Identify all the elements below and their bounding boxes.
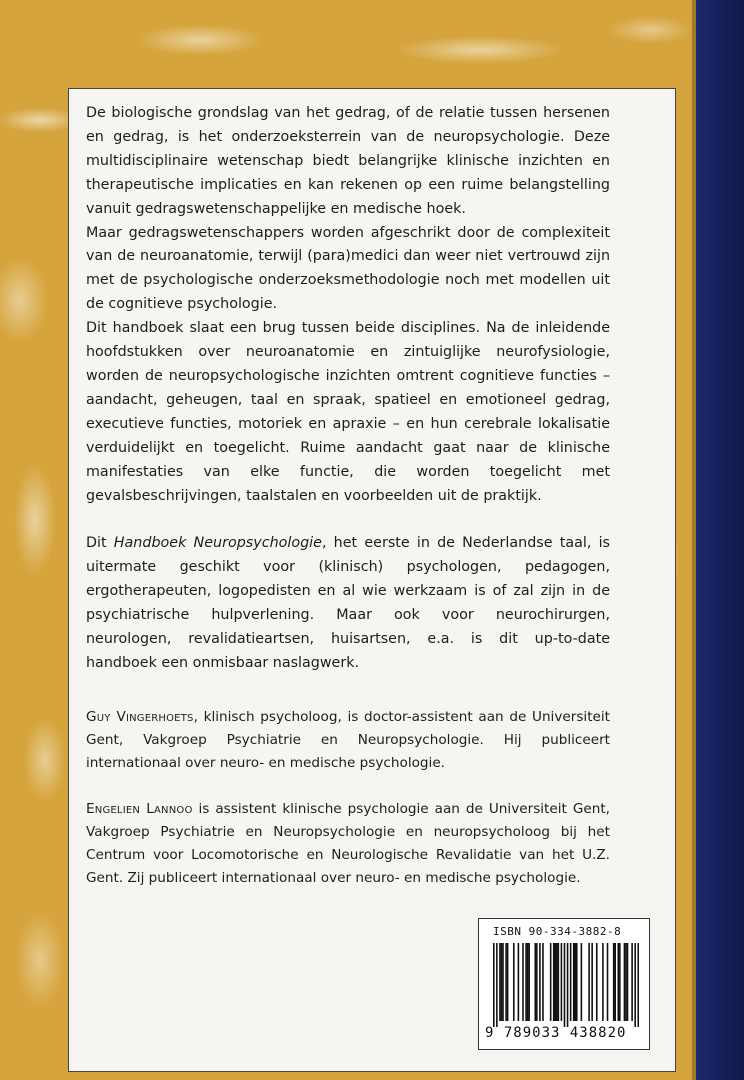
barcode-bar [631,943,633,1021]
barcode-bar [591,943,593,1021]
isbn-label: ISBN 90-334-3882-8 [493,925,622,938]
barcode-bar [607,943,609,1021]
barcode-bar [614,943,616,1021]
author-bios [86,706,610,890]
author-gap [86,774,610,798]
description-text [86,102,610,676]
barcode-bar [527,943,529,1021]
barcode-bar [507,943,509,1021]
description-paragraph-3: Dit handboek slaat een brug tussen beide disciplines. Na de inleidende hoofdstukken over neuroanatomie en zintuiglijke neurofysiologie, worden de neuropsychologische inzichten omtrent cognitieve functies – aandacht, geheugen, taal en spraak, spatieel en emotioneel gedrag, executieve functies, motoriek en apraxie – en hun cerebrale lokalisatie verduidelijkt en toegelicht. Ruime aandacht gaat naar de klinische manifestaties van elke functie, die worden toegelicht met gevalsbeschrijvingen, taalstalen en voorbeelden uit de praktijk. [86,320,610,504]
barcode-image [493,943,639,1027]
barcode-bar [518,943,520,1021]
barcode-bar [624,943,626,1021]
barcode-bar [501,943,503,1021]
barcode-bar [513,943,515,1021]
barcode-bar [574,943,576,1021]
author-bio-2 [86,798,610,889]
barcode-bar [564,943,566,1027]
author-bio-1 [86,706,610,774]
barcode-bar [502,943,504,1021]
barcode-bar [625,943,627,1021]
author-bio-text: , klinisch psycholoog, is doctor-assistent aan de Universiteit Gent, Vakgroep Psychiatrie en Neuropsychologie. Hij publiceert internationaal over neuro- en medische psychologie. [86,709,610,771]
barcode-bar [602,943,604,1021]
barcode-bar [573,943,575,1021]
barcode-bar [493,943,495,1027]
book-spine [696,0,744,1080]
barcode-bar [554,943,556,1021]
barcode-bar [613,943,615,1021]
barcode-bar [637,943,639,1027]
barcode-bar [553,943,555,1021]
barcode-bar [576,943,578,1021]
barcode-bar [558,943,560,1021]
barcode-bar [496,943,498,1027]
barcode-bar [528,943,530,1021]
barcode-bar [525,943,527,1021]
barcode-bar [539,943,541,1021]
barcode-bar [505,943,507,1021]
barcode-bar [581,943,583,1021]
barcode-bar [550,943,552,1021]
author-bio-text: is assistent klinische psychologie aan de Universiteit Gent, Vakgroep Psychiatrie en Neuropsychologie en neuropsycholoog bij het Centrum voor Locomotorische en Neurologische Revalidatie van het U.Z. Gent. Zij publiceert internationaal over neuro- en medische psychologie. [86,801,610,886]
paragraph-4-text: , het eerste in de Nederlandse taal, is uitermate geschikt voor (klinisch) psychologen, pedagogen, ergotherapeuten, logopedisten en al wie werkzaam is of zal zijn in de psychiatrische hulpverlening. Maar ook voor neurochirurgen, neurologen, revalidatieartsen, huisartsen, e.a. is dit up-to-date handboek een onmisbaar naslagwerk. [86,535,610,671]
description-paragraph-1: De biologische grondslag van het gedrag, of de relatie tussen hersenen en gedrag, is het onderzoeksterrein van de neuropsychologie. Deze multidisciplinaire wetenschap biedt belangrijke klinische inzichten en therapeutische implicaties en kan rekenen op een ruime belangstelling vanuit gedragswetenschappelijke en medische hoek. [86,105,610,217]
barcode-bar [534,943,536,1021]
barcode-bar [596,943,598,1021]
barcode-bar [588,943,590,1021]
barcode-digits: 9 789033 438820 [485,1025,627,1041]
barcode-bar [499,943,501,1021]
description-paragraph-4 [86,532,610,675]
barcode-bar [556,943,558,1021]
barcode-bar [634,943,636,1027]
barcode-bar [542,943,544,1021]
barcode-bar [522,943,524,1021]
author-name: Engelien Lannoo [86,801,193,818]
paragraph-4-prefix: Dit [86,535,114,552]
barcode-bar [570,943,572,1021]
author-name: Guy Vingerhoets [86,709,194,725]
isbn-barcode-box [478,918,650,1050]
barcode-bar [561,943,563,1021]
barcode-bar [617,943,619,1021]
barcode-bar [536,943,538,1021]
description-paragraph-2: Maar gedragswetenschappers worden afgeschrikt door de complexiteit van de neuroanatomie, terwijl (para)medici dan weer niet vertrouwd zijn met de psychologische onderzoeksmethodologie noch met modellen uit de cognitieve psychologie. [86,224,610,313]
book-title: Handboek Neuropsychologie [113,535,322,552]
barcode-bar [619,943,621,1021]
barcode-bar [567,943,569,1027]
barcode-bar [627,943,629,1021]
paragraph-gap [86,508,610,532]
